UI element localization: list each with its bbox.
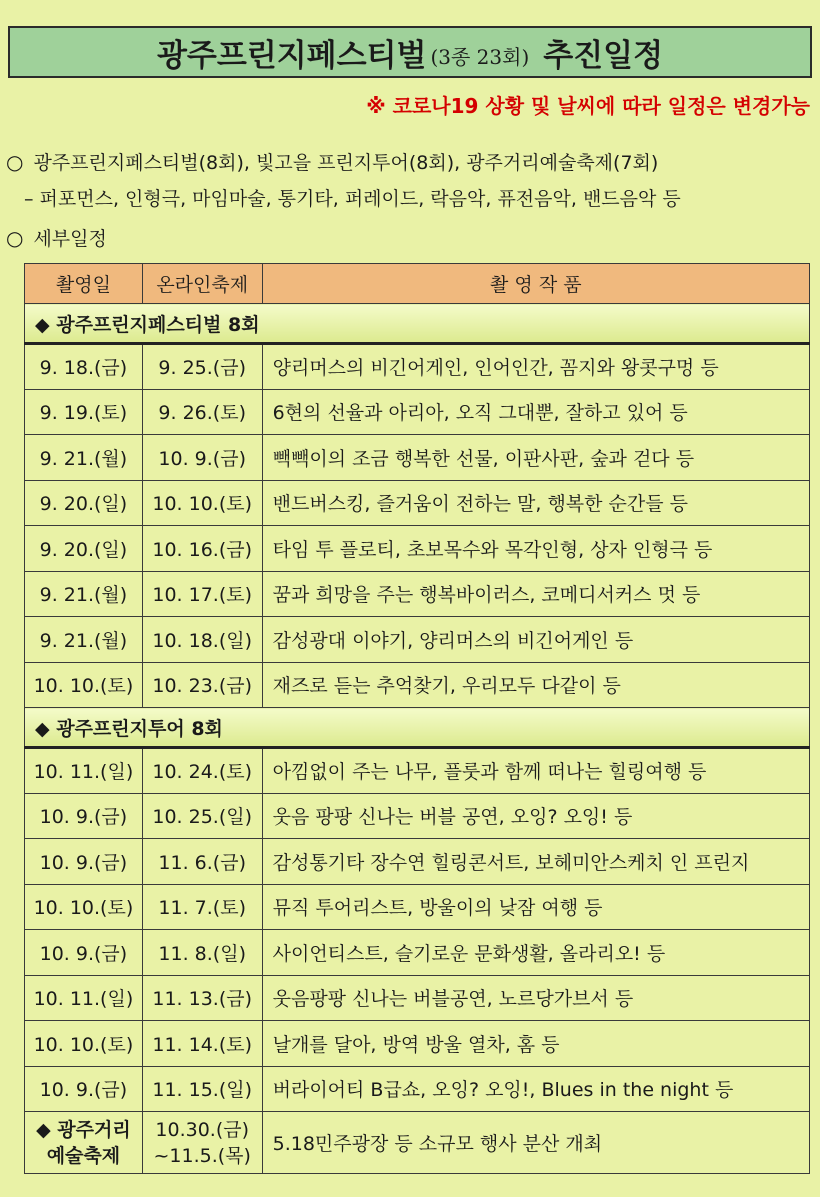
table-row	[25, 1112, 810, 1174]
title-banner	[8, 26, 812, 78]
online-date-cell: 10. 18.(일)	[142, 617, 262, 663]
works-cell: 5.18민주광장 등 소규모 행사 분산 개최	[262, 1112, 809, 1174]
works-cell: 뮤직 투어리스트, 방울이의 낮잠 여행 등	[262, 884, 809, 930]
works-cell: 감성광대 이야기, 양리머스의 비긴어게인 등	[262, 617, 809, 663]
works-cell: 꿈과 희망을 주는 행복바이러스, 코메디서커스 멋 등	[262, 571, 809, 617]
table-row	[25, 480, 810, 526]
online-date-cell: 10. 10.(토)	[142, 480, 262, 526]
title-tail: 추진일정	[543, 37, 664, 74]
online-date-cell: 10. 25.(일)	[142, 793, 262, 839]
shoot-date-cell: 9. 21.(월)	[25, 617, 143, 663]
schedule-table	[24, 263, 810, 1174]
online-date-cell: 10. 17.(토)	[142, 571, 262, 617]
shoot-date-cell: 9. 21.(월)	[25, 571, 143, 617]
header-shoot-date: 촬영일	[25, 264, 143, 304]
table-row	[25, 1021, 810, 1067]
works-cell: 사이언티스트, 슬기로운 문화생활, 올라리오! 등	[262, 930, 809, 976]
table-body	[25, 304, 810, 1174]
notice-text: ※ 코로나19 상황 및 날씨에 따라 일정은 변경가능	[366, 94, 810, 118]
online-date-cell: 9. 25.(금)	[142, 344, 262, 390]
header-works: 촬 영 작 품	[262, 264, 809, 304]
label-line: ◆ 광주거리	[36, 1118, 131, 1141]
online-date-cell: 9. 26.(토)	[142, 389, 262, 435]
date-line: 10.30.(금)	[155, 1118, 250, 1141]
table-row	[25, 389, 810, 435]
section-label: ◆ 광주프린지페스티벌 8회	[25, 304, 810, 344]
circle-bullet-icon: ○	[6, 226, 24, 250]
online-date-cell: 11. 7.(토)	[142, 884, 262, 930]
section-label: ◆ 광주프린지투어 8회	[25, 708, 810, 748]
shoot-date-cell: 10. 9.(금)	[25, 1066, 143, 1112]
circle-bullet-icon: ○	[6, 150, 24, 174]
label-line: 예술축제	[46, 1144, 121, 1167]
genre-list: – 퍼포먼스, 인형극, 마임마술, 통기타, 퍼레이드, 락음악, 퓨전음악, 밴드음악 등	[24, 188, 681, 210]
shoot-date-cell: 10. 10.(토)	[25, 884, 143, 930]
table-row	[25, 571, 810, 617]
works-cell: 아낌없이 주는 나무, 플룻과 함께 떠나는 힐링여행 등	[262, 748, 809, 794]
online-date-cell	[142, 1112, 262, 1174]
works-cell: 웃음 팡팡 신나는 버블 공연, 오잉? 오잉! 등	[262, 793, 809, 839]
overview-text: 광주프린지페스티벌(8회), 빛고을 프린지투어(8회), 광주거리예술축제(7회)	[33, 152, 659, 174]
table-header-row	[25, 264, 810, 304]
table-row	[25, 975, 810, 1021]
table-row	[25, 526, 810, 572]
works-cell: 웃음팡팡 신나는 버블공연, 노르당가브서 등	[262, 975, 809, 1021]
online-date-cell: 11. 15.(일)	[142, 1066, 262, 1112]
online-date-cell: 10. 23.(금)	[142, 662, 262, 708]
shoot-date-cell: 9. 20.(일)	[25, 526, 143, 572]
works-cell: 빽빽이의 조금 행복한 선물, 이판사판, 숲과 걷다 등	[262, 435, 809, 481]
table-row	[25, 617, 810, 663]
works-cell: 6현의 선율과 아리아, 오직 그대뿐, 잘하고 있어 등	[262, 389, 809, 435]
shoot-date-cell: 10. 9.(금)	[25, 930, 143, 976]
header-online-festival: 온라인축제	[142, 264, 262, 304]
online-date-cell: 11. 13.(금)	[142, 975, 262, 1021]
table-row	[25, 793, 810, 839]
online-date-cell: 10. 9.(금)	[142, 435, 262, 481]
works-cell: 감성통기타 장수연 힐링콘서트, 보헤미안스케치 인 프린지	[262, 839, 809, 885]
works-cell: 재즈로 듣는 추억찾기, 우리모두 다같이 등	[262, 662, 809, 708]
table-row	[25, 884, 810, 930]
table-row	[25, 930, 810, 976]
online-date-cell: 10. 24.(토)	[142, 748, 262, 794]
shoot-date-cell: 9. 19.(토)	[25, 389, 143, 435]
shoot-date-cell: 10. 11.(일)	[25, 975, 143, 1021]
detail-heading: 세부일정	[33, 228, 107, 250]
table-row	[25, 1066, 810, 1112]
works-cell: 타임 투 플로티, 초보목수와 목각인형, 상자 인형극 등	[262, 526, 809, 572]
shoot-date-cell: 10. 9.(금)	[25, 839, 143, 885]
date-line: ~11.5.(목)	[153, 1144, 251, 1167]
works-cell: 버라이어티 B급쇼, 오잉? 오잉!, Blues in the night 등	[262, 1066, 809, 1112]
online-date-cell: 11. 8.(일)	[142, 930, 262, 976]
title-sub: (3종 23회)	[430, 44, 530, 69]
bullet-detail	[6, 224, 107, 251]
online-date-cell: 11. 14.(토)	[142, 1021, 262, 1067]
table-row	[25, 662, 810, 708]
online-date-cell: 11. 6.(금)	[142, 839, 262, 885]
works-cell: 밴드버스킹, 즐거움이 전하는 말, 행복한 순간들 등	[262, 480, 809, 526]
shoot-date-cell: 9. 20.(일)	[25, 480, 143, 526]
table-row	[25, 748, 810, 794]
section-row	[25, 304, 810, 344]
street-festival-label	[25, 1112, 143, 1174]
section-row	[25, 708, 810, 748]
table-row	[25, 435, 810, 481]
shoot-date-cell: 10. 10.(토)	[25, 662, 143, 708]
shoot-date-cell: 10. 11.(일)	[25, 748, 143, 794]
table-row	[25, 344, 810, 390]
shoot-date-cell: 9. 21.(월)	[25, 435, 143, 481]
table-row	[25, 839, 810, 885]
title-main: 광주프린지페스티벌	[156, 37, 427, 74]
shoot-date-cell: 10. 9.(금)	[25, 793, 143, 839]
works-cell: 양리머스의 비긴어게인, 인어인간, 꼼지와 왕콧구멍 등	[262, 344, 809, 390]
shoot-date-cell: 9. 18.(금)	[25, 344, 143, 390]
works-cell: 날개를 달아, 방역 방울 열차, 홈 등	[262, 1021, 809, 1067]
online-date-cell: 10. 16.(금)	[142, 526, 262, 572]
shoot-date-cell: 10. 10.(토)	[25, 1021, 143, 1067]
bullet-overview	[6, 148, 658, 175]
